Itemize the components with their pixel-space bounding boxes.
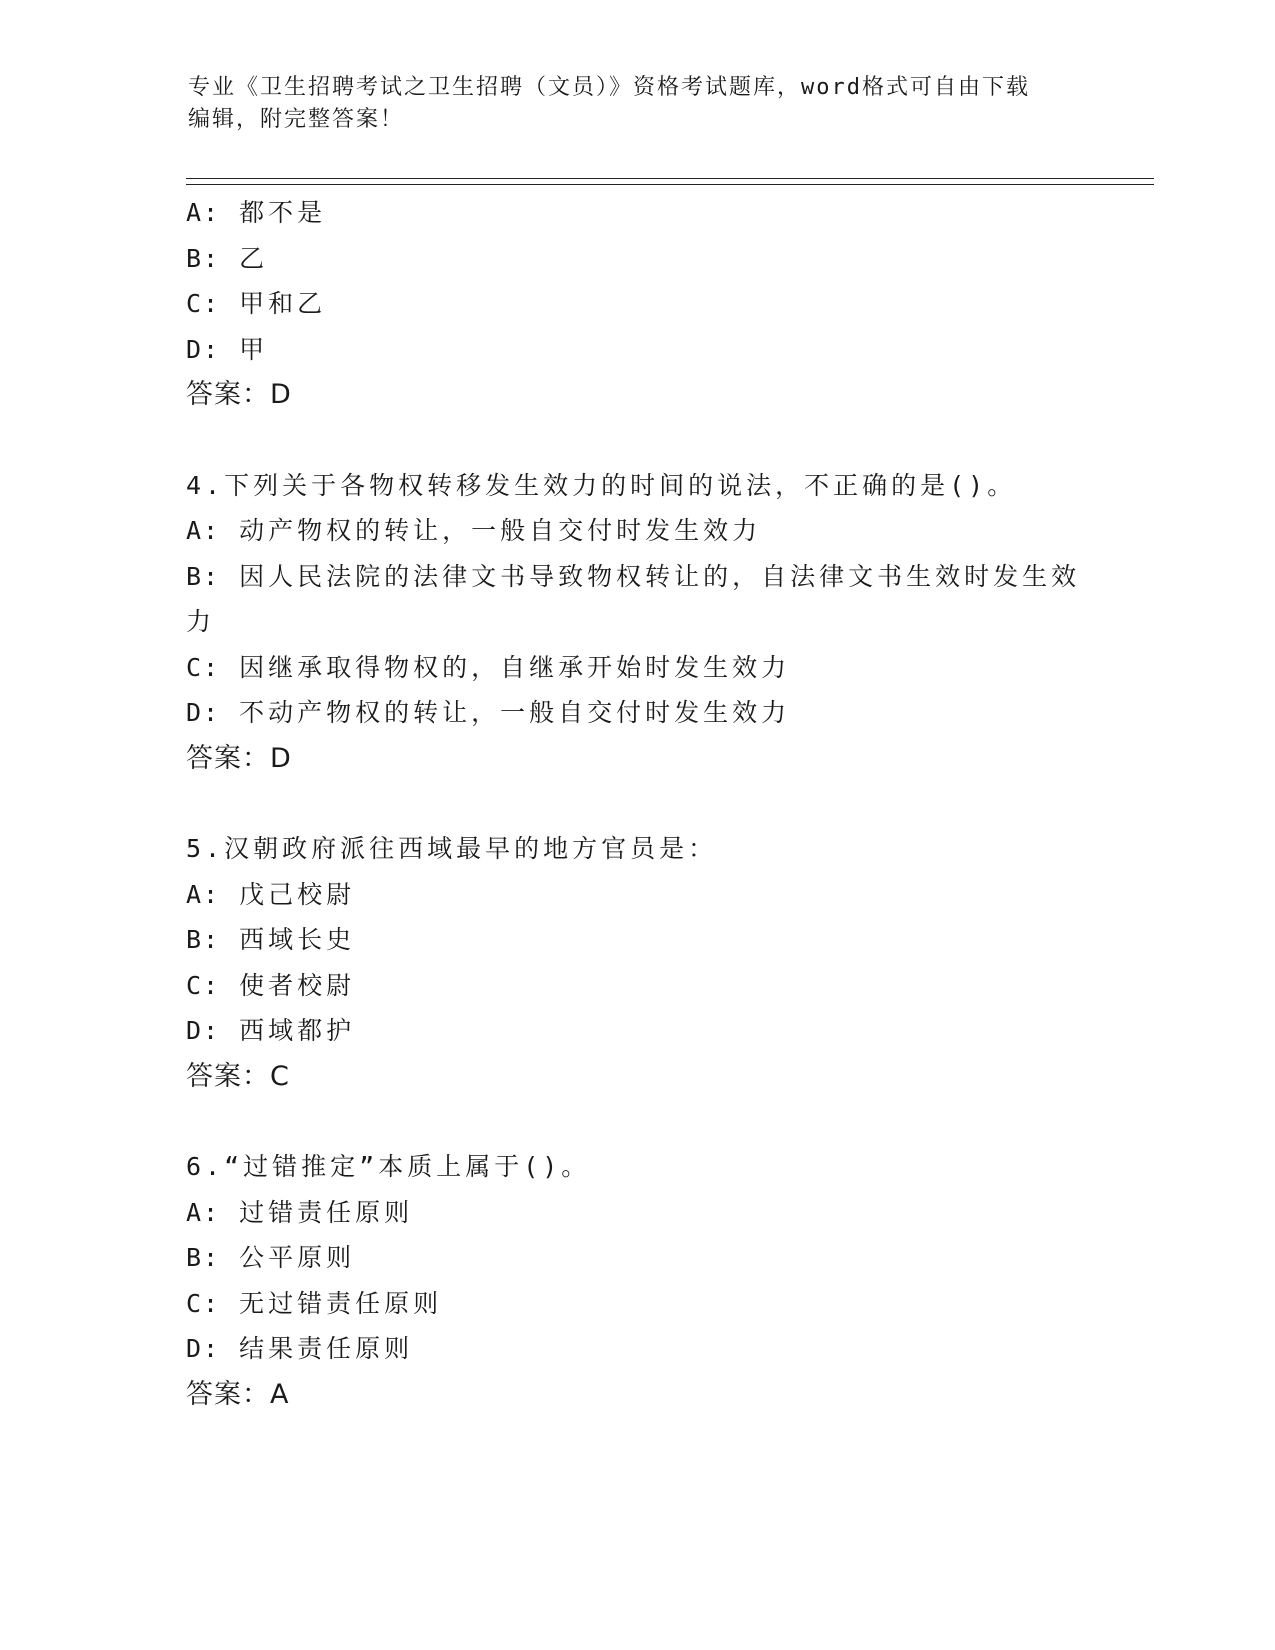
question-6 bbox=[186, 1144, 1086, 1417]
question-5 bbox=[186, 826, 1086, 1099]
question-3 bbox=[186, 190, 1086, 418]
option-c: C: 使者校尉 bbox=[186, 970, 356, 1000]
answer: 答案：D bbox=[186, 379, 292, 410]
header-divider-bottom bbox=[186, 184, 1154, 185]
header-divider-top bbox=[186, 178, 1154, 179]
option-d: D: 不动产物权的转让，一般自交付时发生效力 bbox=[186, 698, 791, 727]
answer: 答案：D bbox=[186, 742, 292, 774]
option-c: C: 无过错责任原则 bbox=[186, 1288, 443, 1318]
option-a: A: 过错责任原则 bbox=[186, 1197, 414, 1227]
option-b: B: 西域长史 bbox=[186, 925, 356, 954]
question-text: 5.汉朝政府派往西域最早的地方官员是： bbox=[186, 834, 718, 863]
option-b-continued: 力 bbox=[186, 607, 216, 636]
option-c: C: 甲和乙 bbox=[186, 289, 327, 318]
option-a: A: 戊己校尉 bbox=[186, 879, 356, 909]
header-line-2: 编辑，附完整答案！ bbox=[188, 107, 405, 132]
option-b: B: 因人民法院的法律文书导致物权转让的，自法律文书生效时发生效 bbox=[186, 561, 1081, 591]
answer: 答案：A bbox=[186, 1378, 290, 1410]
question-text: 4.下列关于各物权转移发生效力的时间的说法，不正确的是()。 bbox=[186, 470, 1017, 500]
option-b: B: 公平原则 bbox=[186, 1243, 356, 1272]
option-a: A: 动产物权的转让，一般自交付时发生效力 bbox=[186, 516, 762, 545]
header-line-1: 专业《卫生招聘考试之卫生招聘（文员）》资格考试题库，word格式可自由下载 bbox=[188, 75, 1030, 100]
question-list bbox=[186, 190, 1086, 1417]
document-header bbox=[188, 72, 1088, 136]
option-d: D: 西域都护 bbox=[186, 1016, 356, 1045]
option-a: A: 都不是 bbox=[186, 198, 327, 227]
option-c: C: 因继承取得物权的，自继承开始时发生效力 bbox=[186, 652, 791, 682]
question-4 bbox=[186, 463, 1086, 782]
option-d: D: 结果责任原则 bbox=[186, 1334, 414, 1363]
option-b: B: 乙 bbox=[186, 243, 269, 273]
answer: 答案：C bbox=[186, 1060, 290, 1092]
option-d: D: 甲 bbox=[186, 334, 269, 364]
question-text: 6.“过错推定”本质上属于()。 bbox=[186, 1152, 591, 1181]
